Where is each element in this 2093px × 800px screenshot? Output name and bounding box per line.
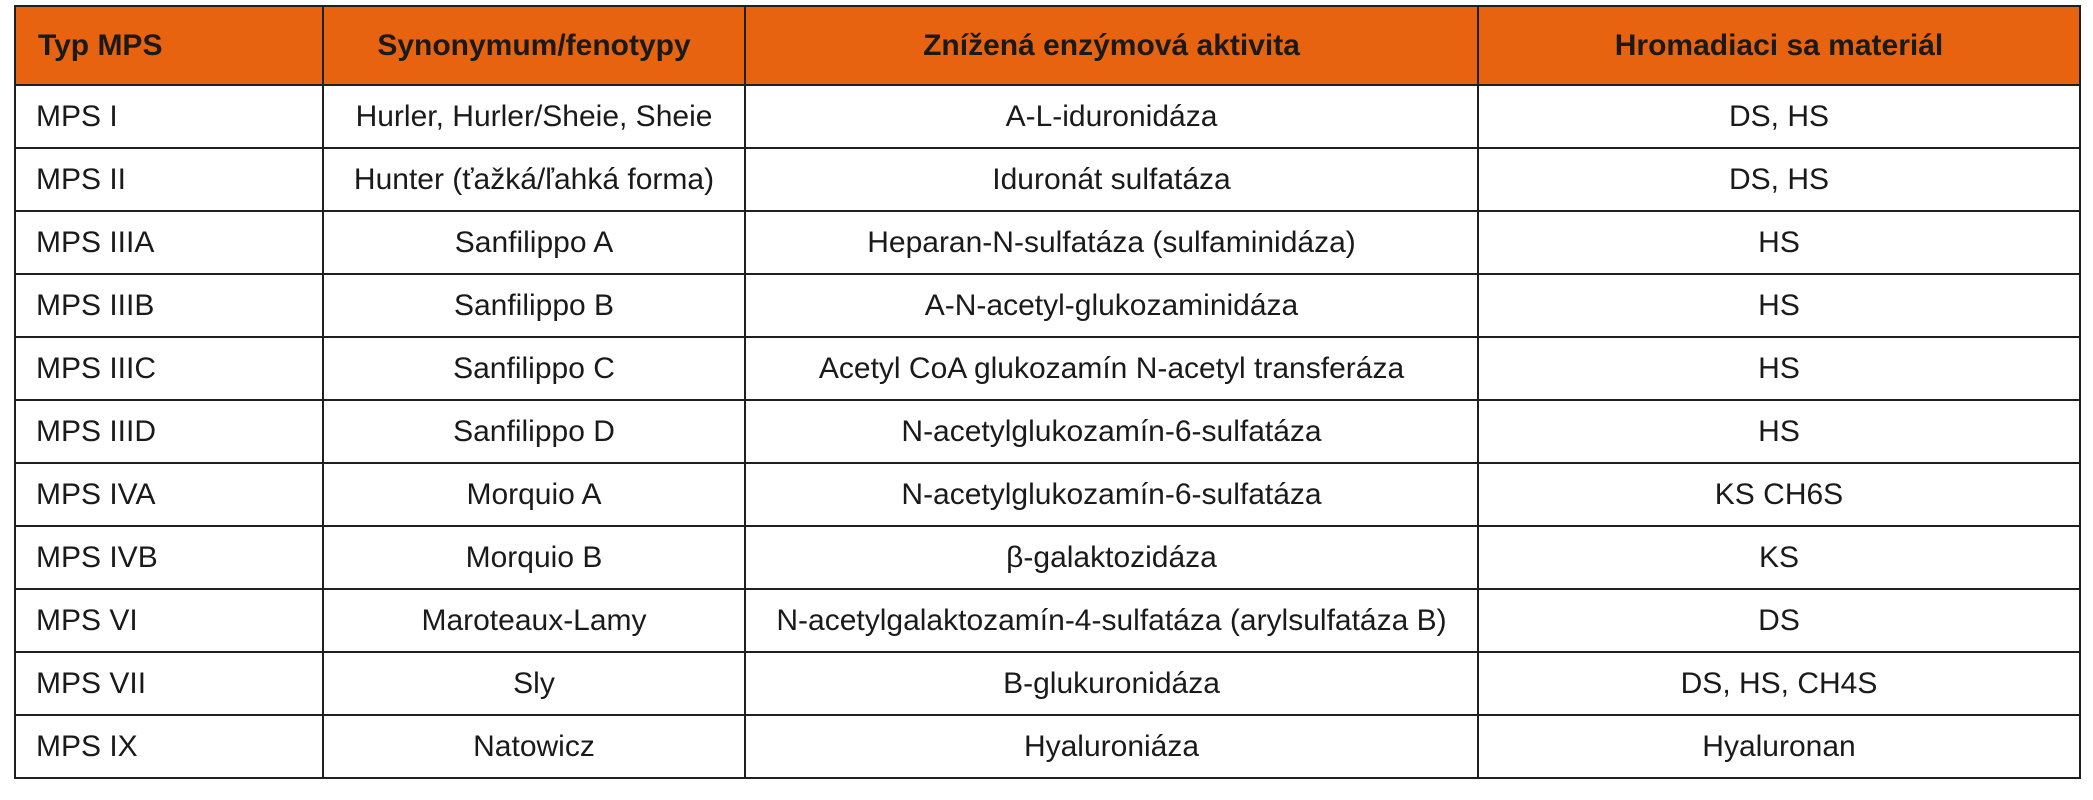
header-hromadiaci-material: Hromadiaci sa materiál bbox=[1478, 6, 2080, 85]
table-row bbox=[15, 526, 2080, 589]
header-typ-mps: Typ MPS bbox=[15, 6, 323, 85]
cell-material: DS, HS bbox=[1478, 85, 2080, 148]
cell-material: HS bbox=[1478, 274, 2080, 337]
cell-enzym: β-galaktozidáza bbox=[745, 526, 1478, 589]
cell-synonymum: Hunter (ťažká/ľahká forma) bbox=[323, 148, 745, 211]
cell-synonymum: Sanfilippo B bbox=[323, 274, 745, 337]
table-row bbox=[15, 652, 2080, 715]
cell-material: HS bbox=[1478, 400, 2080, 463]
cell-enzym: N-acetylglukozamín-6-sulfatáza bbox=[745, 400, 1478, 463]
mps-table-container bbox=[14, 5, 2081, 779]
cell-typ: MPS IX bbox=[15, 715, 323, 778]
cell-material: KS bbox=[1478, 526, 2080, 589]
header-row bbox=[15, 6, 2080, 85]
cell-typ: MPS IIIA bbox=[15, 211, 323, 274]
cell-typ: MPS II bbox=[15, 148, 323, 211]
cell-synonymum: Hurler, Hurler/Sheie, Sheie bbox=[323, 85, 745, 148]
header-enzymova-aktivita: Znížená enzýmová aktivita bbox=[745, 6, 1478, 85]
table-row bbox=[15, 85, 2080, 148]
cell-synonymum: Maroteaux-Lamy bbox=[323, 589, 745, 652]
cell-material: HS bbox=[1478, 211, 2080, 274]
table-row bbox=[15, 589, 2080, 652]
mps-table bbox=[14, 5, 2081, 779]
cell-enzym: Acetyl CoA glukozamín N-acetyl transferáza bbox=[745, 337, 1478, 400]
table-row bbox=[15, 463, 2080, 526]
cell-synonymum: Morquio A bbox=[323, 463, 745, 526]
cell-typ: MPS IVA bbox=[15, 463, 323, 526]
cell-enzym: A-L-iduronidáza bbox=[745, 85, 1478, 148]
cell-material: HS bbox=[1478, 337, 2080, 400]
cell-enzym: Iduronát sulfatáza bbox=[745, 148, 1478, 211]
cell-typ: MPS IIIC bbox=[15, 337, 323, 400]
table-row bbox=[15, 148, 2080, 211]
cell-typ: MPS VII bbox=[15, 652, 323, 715]
cell-synonymum: Sanfilippo A bbox=[323, 211, 745, 274]
cell-typ: MPS IVB bbox=[15, 526, 323, 589]
cell-synonymum: Natowicz bbox=[323, 715, 745, 778]
cell-material: Hyaluronan bbox=[1478, 715, 2080, 778]
cell-synonymum: Morquio B bbox=[323, 526, 745, 589]
cell-typ: MPS VI bbox=[15, 589, 323, 652]
cell-enzym: Heparan-N-sulfatáza (sulfaminidáza) bbox=[745, 211, 1478, 274]
cell-material: KS CH6S bbox=[1478, 463, 2080, 526]
cell-synonymum: Sanfilippo D bbox=[323, 400, 745, 463]
cell-synonymum: Sanfilippo C bbox=[323, 337, 745, 400]
header-synonymum: Synonymum/fenotypy bbox=[323, 6, 745, 85]
cell-material: DS bbox=[1478, 589, 2080, 652]
cell-synonymum: Sly bbox=[323, 652, 745, 715]
table-row bbox=[15, 274, 2080, 337]
cell-enzym: N-acetylgalaktozamín-4-sulfatáza (arylsulfatáza B) bbox=[745, 589, 1478, 652]
cell-typ: MPS I bbox=[15, 85, 323, 148]
cell-enzym: A-N-acetyl-glukozaminidáza bbox=[745, 274, 1478, 337]
cell-typ: MPS IIIB bbox=[15, 274, 323, 337]
cell-enzym: Hyaluroniáza bbox=[745, 715, 1478, 778]
cell-enzym: B-glukuronidáza bbox=[745, 652, 1478, 715]
cell-typ: MPS IIID bbox=[15, 400, 323, 463]
table-row bbox=[15, 211, 2080, 274]
table-row bbox=[15, 400, 2080, 463]
cell-material: DS, HS bbox=[1478, 148, 2080, 211]
table-row bbox=[15, 337, 2080, 400]
table-row bbox=[15, 715, 2080, 778]
cell-material: DS, HS, CH4S bbox=[1478, 652, 2080, 715]
cell-enzym: N-acetylglukozamín-6-sulfatáza bbox=[745, 463, 1478, 526]
